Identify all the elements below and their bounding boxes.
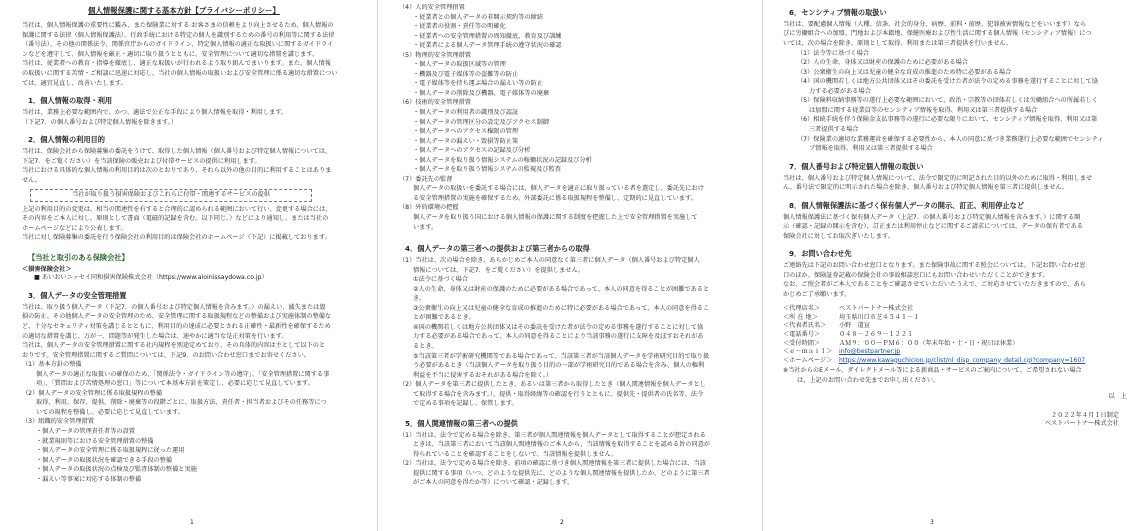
list-item: ・個人データの利用者の識別及び認証 — [413, 109, 519, 117]
list-item: （5）物理的安全管理措置 — [399, 51, 471, 59]
section-text: の適切な措置を講じ、万が一、問題等が発生した場合は、速やかに適当な是正対策を行います。 — [22, 332, 288, 340]
section-heading: 9．お問い合わせ先 — [789, 249, 852, 259]
list-item: ・従業者への安全管理措置の周知徹底、教育及び訓練 — [413, 32, 562, 40]
section-text: き。 — [413, 295, 426, 303]
list-item: ・漏えい等事案に対応する体制の整備 — [36, 475, 142, 483]
section-text: とが困難であるとき。 — [413, 314, 475, 322]
section-text: 損の防止、その他個人データの安全管理のため、安全管理に関する取扱規程などの整備および実施体制の整備な — [22, 313, 332, 321]
section-text: 当社における具体的な個人情報の利用目的は次のとおりであり、それら以外の他の目的に利用することはありま — [22, 167, 332, 175]
section-text: ん。番号法で限定的に明示された場合を除き、個人番号および特定個人情報を第三者に提供しません。 — [783, 184, 1069, 192]
section-text: （2）当社は、法令で定める場合を除き、前項の確認に基づき個人関連情報を第三者に提供した場合には、当該 — [399, 460, 706, 468]
list-item: ・従業者による個人データ管理手続の遵守状況の確認 — [413, 42, 562, 50]
section-text: おりです。安全管理措置に関するご質問については、下記9．のお問い合わせ窓口までお寄せください。 — [22, 351, 310, 359]
page-number: 2 — [560, 518, 564, 526]
list-item: 個人データの適正な取扱いの確保のため、「関係法令・ガイドライン等の遵守」、「安全管理措置に関する事 — [36, 370, 330, 378]
section-text: （5）保険料収納事務等の遂行上必要な範囲において、政治・宗教等の団体若しくは労働組合への所属若しく — [797, 97, 1098, 105]
homepage-link[interactable]: https://www.kawaguchicion.jp/clist/nl_disp_company_detail.cgi?company=1607 — [839, 356, 1086, 364]
list-item: ・電子媒体等を持ち運ぶ場合の漏えい等の防止 — [413, 80, 543, 88]
insurer-subheading: ＜損害保険会社＞ — [22, 265, 72, 273]
section-heading: 2．個人情報の利用目的 — [28, 135, 105, 145]
list-item: ・個人データの安全管理に係る取扱規程に従った運用 — [36, 447, 185, 455]
list-item: （1）基本方針の整備 — [22, 361, 82, 369]
contact-label: ＜所 在 地＞ — [783, 313, 818, 321]
insurer-name: ■ あいおいニッセイ同和損害保険株式会社（https://www.aioinissaydowa.co.jp） — [34, 274, 268, 282]
section-text: ホームページなどにより公表します。 — [22, 224, 127, 232]
section-text: 三者提供する場合 — [809, 125, 859, 133]
section-text: なお、ご照会者がご本人であることをご確認させていただいたうえで、ご対応させていただきますので、あら — [783, 281, 1086, 289]
section-text: ご連絡先は下記のお問い合わせ窓口となります。また保険事故に関する照会については、下記お問い合わせ窓 — [783, 262, 1086, 270]
email-link[interactable]: info@bestpartner.jp — [839, 348, 901, 356]
established-date: ２０２２年４月１日制定 — [1050, 411, 1119, 419]
list-item: ・個人データの漏えい・毀損等防止策 — [413, 137, 519, 145]
section-text: 当社は、個人データの安全管理措置に関する社内規程を別途定めており、その具体的内容は主として以下のと — [22, 342, 326, 350]
contact-value: 埼玉県川口市芝４５４１－１ — [839, 313, 920, 321]
section-heading: 1．個人情報の取得・利用 — [28, 96, 113, 106]
contact-row — [783, 340, 1135, 349]
contact-row — [783, 322, 1135, 331]
section-heading: 6．センシティブ情報の取扱い — [789, 8, 887, 17]
section-text: 情報については、下記7．をご覧ください）を提供しません。 — [413, 266, 585, 274]
list-item: ・個人データへのアクセス権限の管理 — [413, 128, 519, 136]
section-heading: 8．個人情報保護法に基づく保有個人データの開示、訂正、利用停止など — [789, 200, 1025, 210]
list-item: 個人データの取扱いを委託する場合には、個人データを適正に取り扱っている者を選定し、委託先におけ — [413, 185, 704, 193]
section-text: いては、次の場合を除き、原則として取得、利用または第三者提供を行いません。 — [783, 40, 1013, 48]
section-text: （下記7．の個人番号および特定個人情報を除きます。） — [22, 118, 178, 126]
section-text: 当社は、保険会社から保険募集の委託をうけて、取得した個人情報（個人番号および特定個人情報については、 — [22, 148, 332, 156]
document-title: 個人情報保護に関する基本方針【プライバシーポリシー】 — [88, 6, 280, 15]
section-text: （7）保険業の適切な業務運営を確保する必要性から、本人の同意に基づき業務遂行上必要な範囲でセンシティ — [797, 135, 1104, 143]
contact-row — [783, 331, 1135, 340]
list-item: （6）技術的安全管理措置 — [399, 99, 471, 107]
section-text: う必要があるとき（当該個人データを取り扱う目的の一部が学術研究目的である場合を含み、個人の権利 — [413, 362, 705, 370]
section-text: ③公衆衛生の向上又は児童の健全な育成の推進のために特に必要がある場合であって、本人の同意を得るこ — [413, 304, 710, 312]
section-text: （1）当社は、法令で定める場合を除き、第三者が個人関連情報を個人データとして取得することが想定される — [399, 431, 706, 439]
section-text: ど、十分なセキュリティ対策を講じるとともに、利用目的の達成に必要とされる正確性・最新性を確保するため — [22, 323, 331, 330]
section-text: （3）公衆衛生の向上又は児童の健全な育成の推進のため特に必要がある場合 — [797, 68, 1012, 76]
list-item: ・個人データを取り扱う情報システムの稼働状況の記録及び分析 — [413, 156, 592, 164]
section-text: せん。 — [22, 176, 41, 184]
page-number: 3 — [930, 518, 934, 526]
section-text: で定める事項を記録し、保管します。 — [413, 400, 518, 408]
list-item: ・就業規則等における安全管理措置の整備 — [36, 437, 154, 445]
list-item: ・個人データの取扱区域等の管理 — [413, 61, 506, 69]
contact-row — [783, 305, 1135, 314]
contact-label: ＜ｅ－ｍａｉｌ＞ — [783, 348, 833, 356]
list-item: ・個人データの管理責任者等の設置 — [36, 428, 135, 436]
closing-mark: 以 上 — [1108, 393, 1127, 401]
section-text: は加盟に関する従業員等のセンシティブ情報を取得、利用又は第三者提供する場合 — [809, 106, 1038, 114]
page-number: 1 — [190, 518, 194, 526]
list-item: ・機器及び電子媒体等の盗難等の防止 — [413, 70, 519, 78]
list-item: ・従業者の役割・責任等の明確化 — [413, 23, 506, 31]
section-text: ブ情報を取得、利用又は第三者提供する場合 — [809, 145, 933, 153]
contact-value: ０４８－２６９－１２２１ — [839, 330, 914, 338]
section-text: 示（確認・記録の開示を含む）、訂正または利用停止などに関するご請求については、データの保有者である — [783, 223, 1083, 231]
section-text: 口のほか、保険証券記載の保険会社の事故相談窓口にもお問い合わせいただくことができます。 — [783, 271, 1049, 279]
section-text: ②人の生命、身体又は財産の保護のために必要がある場合であって、本人の同意を得ることが困難であると — [413, 285, 710, 293]
page-2 — [385, 4, 755, 524]
intro-line: 当社は、従業者への教育・指導を徹底し、適正な取扱いが行われるよう取り組んでまいります。また、個人情報 — [22, 60, 331, 68]
section-heading: 3．個人データの安全管理措置 — [28, 290, 127, 300]
section-text: 当社に対し保険募集の委託を行う保険会社の利用目的は保険会社のホームページ（下記）に掲載しております。 — [22, 234, 331, 242]
list-item: ・従業者との個人データの非開示契約等の締結 — [413, 13, 543, 21]
section-text: ①法令に基づく場合 — [413, 276, 469, 284]
section-text: 力する必要がある場合であって、本人の同意を得ることにより当該事務の遂行に支障を及ぼすおそれがあ — [413, 333, 704, 341]
list-item: （8）外的環境の把握 — [399, 204, 459, 212]
section-text: は、上記のお問い合わせ先までお申し出ください。 — [797, 376, 940, 384]
section-text: （6）相続手続を伴う保険金支払事務等の遂行に必要な限りにおいて、センシティブ情報を取得、利用又は第 — [797, 116, 1098, 124]
section-heading: 5．個人関連情報の第三者への提供 — [405, 418, 518, 428]
intro-line: 保護に関する法律（個人情報保護法）、行政手続における特定の個人を識別するための番号の利用等に関する法律 — [22, 31, 335, 39]
section-text: 提供に関する事項（いつ、どのような提供先に、どのような個人関連情報を提供したか、どのように第三者 — [413, 469, 710, 477]
purpose-box: 当社が取り扱う損害保険およびこれらに付帯・関連するサービスの提供 — [30, 189, 312, 202]
section-text: （2）人の生命、身体又は財産の保護のために必要がある場合 — [797, 59, 968, 67]
page-divider — [377, 0, 378, 531]
section-text: 当社は、業務上必要な範囲内で、かつ、適法で公正な手段により個人情報を取得・利用します。 — [22, 108, 288, 116]
section-heading: 7．個人番号および特定個人情報の取扱い — [789, 161, 924, 171]
list-item: （7）委託先の監督 — [399, 175, 453, 183]
section-text: （1）法令等に基づく場合 — [797, 49, 869, 57]
section-text: て取得する場合を含みます。）、提供・取得経緯等の確認を行うとともに、提供先・提供者の氏名等、法令 — [413, 390, 704, 398]
intro-line: （番号法）、その他の関係法令、関係官庁からのガイドライン、特定個人情報の適正な取扱いに関するガイドライ — [22, 41, 334, 49]
section-text: その内容をご本人に対し、原則として書面（電磁的記録を含む。以下同じ。）などにより通知し、または当社の — [22, 215, 329, 223]
contact-label: ＜電話番号＞ — [783, 330, 821, 338]
list-item: いての規程を整備し、必要に応じて見直しています。 — [36, 408, 185, 416]
list-item: （3）組織的安全管理措置 — [22, 418, 94, 426]
list-item: （4）人的安全管理措置 — [399, 4, 465, 11]
list-item: います。 — [413, 223, 438, 231]
section-text: がご本人の同意を得たか等）について確認・記録します。 — [413, 479, 574, 487]
contact-value: ＡＭ９：００～ＰＭ６：００（年末年始・土・日・祝日は休業） — [839, 339, 1019, 347]
section-text: 保険会社に対してお取次ぎいたします。 — [783, 232, 894, 240]
list-item: ・個人データの取扱状況を確認できる手段の整備 — [36, 456, 173, 464]
section-text: 得られていることを確認することをしないで、当該情報を提供しません。 — [413, 450, 618, 458]
list-item: ・個人データの管理区分の設定及びアクセス制御 — [413, 118, 549, 126]
section-text: 当社は、個人番号および特定個人情報について、法令で限定的に明記された目的以外のために取得・利用しませ — [783, 174, 1093, 182]
intro-line: の取扱いに関する苦情・ご相談に迅速に対応し、当社の個人情報の取扱いおよび安全管理に係る適切な措置につい — [22, 69, 338, 77]
intro-text — [8, 22, 370, 88]
section-text: かじめご了承願います。 — [783, 290, 851, 298]
section-text: るとき。 — [413, 342, 438, 350]
page-divider — [762, 0, 763, 531]
section-text: ④国の機関若しくは地方公共団体又はその委託を受けた者が法令の定める事務を遂行することに対して協 — [413, 323, 704, 331]
contact-label: ＜ホームページ＞ — [783, 356, 833, 364]
contact-row — [783, 314, 1135, 323]
section-text: 力する必要がある場合 — [809, 87, 871, 95]
section-text: 上記の利用目的の変更は、相当の関連性を有すると合理的に認められる範囲において行い、変更する場合には、 — [22, 205, 332, 213]
company-name: ベストパートナー株式会社 — [1044, 420, 1119, 428]
list-item: ・個人データの削除及び機器、電子媒体等の廃棄 — [413, 89, 550, 97]
section-text: ⑤当該第三者が学術研究機関等である場合であって、当該第三者が当該個人データを学術研究目的で取り扱 — [413, 352, 710, 360]
section-heading: 4．個人データの第三者への提供および第三者からの取得 — [405, 244, 590, 254]
section-text: 当社は、取り扱う個人データ（下記7．の個人番号および特定個人情報を含みます。）の漏えい、滅失または毀 — [22, 303, 326, 311]
list-item: ・個人データの取扱状況の点検及び監査体制の整備と実施 — [36, 466, 197, 474]
contact-label: ＜代表者氏名＞ — [783, 322, 827, 330]
list-item: 項」、「質問および苦情処理の窓口」等について本基本方針を策定し、必要に応じて見直しています。 — [36, 380, 314, 388]
section-text: びに労働組合への加盟、門地および本籍地、保健医療および性生活に関する個人情報（センシティブ情報）につ — [783, 30, 1092, 38]
section-text: 下記7．をご覧ください）を当該保険の販売および付帯サービスの提供に利用します。 — [22, 157, 261, 165]
list-item: ・個人データを取り扱う情報システムの監視及び監査 — [413, 166, 561, 174]
list-item: 取得、利用、保存、提供、削除・廃棄等の段階ごとに、取扱方法、責任者・担当者およびその任務等につ — [36, 399, 327, 407]
contact-row — [783, 357, 1135, 366]
section-text: （1）当社は、次の場合を除き、あらかじめご本人の同意なく第三者に個人データ（個人番号および特定個人 — [399, 257, 700, 265]
section-text: ときは、当該第三者において当該個人関連情報のご本人から、当該情報を取得することを認める旨の同意が — [413, 441, 710, 449]
list-item: る安全管理措置の実施を確保するため、外部委託に係る取扱規程を整備し、定期的に見直しています。 — [413, 194, 697, 202]
section-text: （2）個人データを第三者に提供したとき、あるいは第三者から取得したとき（個人関連情報を個人データとし — [399, 381, 706, 389]
section-text: （4）国の機関若しくは地方公共団体又はその委託を受けた者が法令の定める事務を遂行することに対して協 — [797, 78, 1098, 86]
intro-line: 当社は、個人情報保護の重要性に鑑み、また保険業に対する お客さまの信頼をより向上させるため、個人情報の — [22, 22, 334, 30]
insurer-heading: 【当社と取引のある保険会社】 — [28, 252, 129, 262]
contact-value: ベストパートナー株式会社 — [839, 305, 914, 313]
contact-label: ＜受付時間＞ — [783, 339, 821, 347]
section-text: 個人情報保護法に基づく保有個人データ（上記7．の個人番号および特定個人情報を含みます。）に関する開 — [783, 213, 1081, 221]
page-1 — [8, 4, 370, 524]
contact-block — [769, 305, 1135, 365]
contact-label: ＜代理店名＞ — [783, 305, 821, 313]
list-item: 個人データを取り扱う国における個人情報の保護に関する制度を把握した上で安全管理措置を実施して — [413, 214, 698, 222]
section-text: 当社は、要配慮個人情報（人種、信条、社会的身分、病歴、前科・前歴、犯罪被害情報などをいいます）なら — [783, 20, 1087, 28]
page-3 — [769, 4, 1135, 524]
list-item: ・個人データへのアクセスの記録及び分析 — [413, 147, 531, 155]
contact-value: 小野 道宣 — [839, 322, 870, 330]
list-item: （2）個人データの安全管理に係る取扱規程の整備 — [22, 389, 163, 397]
intro-line: ては、適宜見直し、改善いたします。 — [22, 79, 127, 87]
contact-row — [783, 348, 1135, 357]
section-text: 利益を不当に侵害するおそれがある場合を除く。） — [413, 371, 553, 379]
section-text: ※当社からのEメール、ダイレクトメール等による新商品・サービスのご案内について、ご希望されない場合 — [783, 367, 1082, 375]
intro-line: ンなどを遵守して、個人情報を厳正・適切に取り扱うとともに、安全管理について適切な措置を講じます。 — [22, 50, 319, 58]
